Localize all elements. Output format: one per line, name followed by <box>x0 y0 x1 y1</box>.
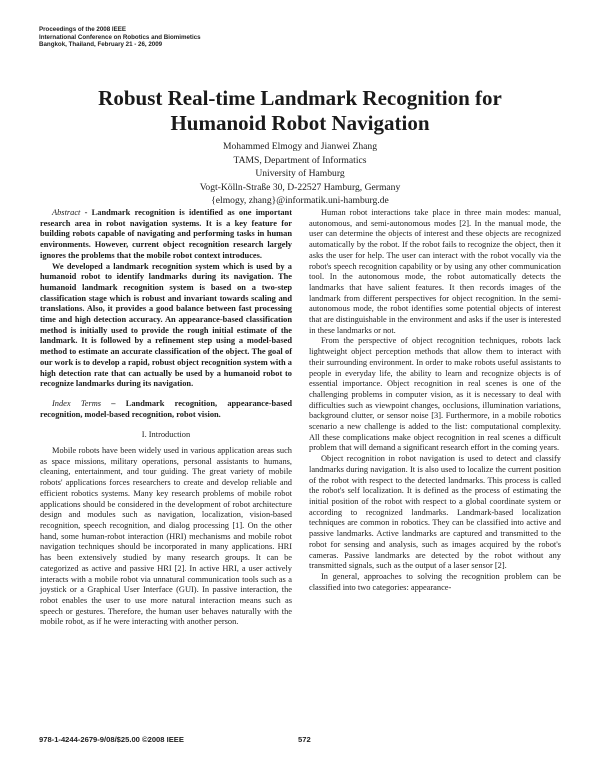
author-block <box>0 140 600 208</box>
abstract-paragraph <box>40 208 292 262</box>
body-paragraph-2: From the perspective of object recognition techniques, robots lack lightweight object perception methods that allow them to interact with their surrounding environment. In order to make robots useful assistants to people in everyday life, the ability to learn and recognize objects is of essential importance. Object recognition in real scenes is one of the challenging problems in computer vision, as it is necessary to deal with difficulties such as viewpoint changes, occlusions, illumination variations, background clutter, or sensor noise [3]. Furthermore, in a mobile robotics scenario a new challenge is added to the list: computational complexity. All these complications make object recognition in real scenes a difficult problem that will demand a significant research effort in the coming years. <box>309 336 561 453</box>
author-email: {elmogy, zhang}@informatik.uni-hamburg.de <box>211 195 389 206</box>
author-university: University of Hamburg <box>255 168 345 179</box>
page-number: 572 <box>298 735 311 744</box>
abstract-paragraph-2: We developed a landmark recognition system which is used by a humanoid robot to identify landmarks during its navigation. The humanoid landmark recognition system is based on a two-step classification stage which is robust and invariant towards scaling and translations. Also, it provides a good balance between fast processing time and high detection accuracy. An appearance-based classification method is initially used to provide the rough initial estimate of the landmark. It is followed by a refinement step using a model-based method to estimate an accurate classification of the object. The goal of our work is to develop a rapid, robust object recognition system with a high detection rate that can actually be used by a humanoid robot to recognize landmarks during its navigation. <box>40 261 292 389</box>
index-terms <box>40 399 292 420</box>
author-names: Mohammed Elmogy and Jianwei Zhang <box>222 141 377 152</box>
left-column <box>40 208 292 628</box>
title-line: Robust Real-time Landmark Recognition for <box>98 86 502 110</box>
index-terms-text: – Landmark recognition, appearance-based recognition, model-based recognition, robot vision. <box>40 398 293 419</box>
header-line: International Conference on Robotics and Biomimetics <box>39 33 201 41</box>
section-heading-introduction: I. Introduction <box>141 430 191 440</box>
body-paragraph-4: In general, approaches to solving the recognition problem can be classified into two categories: appearance- <box>309 571 561 592</box>
abstract-label: Abstract <box>52 208 81 217</box>
intro-paragraph: Mobile robots have been widely used in various application areas such as space missions, military operations, personal assistants to humans, cleaning, entertainment, and tour guiding. The great variety of mobile robots' applications forces researchers to create and develop reliable and efficient robotics systems. Many key research problems of mobile robot applications should be considered in the development of robot architecture design and modules such as navigation, localization, vision-based recognition, speech recognition, and dialog processing [1]. On the other hand, some human-robot interaction (HRI) mechanisms and mobile robot navigation techniques should be incorporated in many applications. HRI has been extensively studied by many research groups. It can be categorized as active and passive HRI [2]. In active HRI, a user actively interacts with a mobile robot via unnatural communication tools such as a joystick or a Graphical User Interface (GUI). In passive interaction, the robot enables the user to use more natural interaction means such as speech or gestures. Therefore, the human user behaves naturally with the mobile robot, as if he were interacting with another person. <box>40 446 292 627</box>
index-terms-label: Index Terms <box>52 398 102 408</box>
author-department: TAMS, Department of Informatics <box>233 154 367 166</box>
abstract-text: - Landmark recognition is identified as one important research area in robot navigation systems. It is a key feature for building robots capable of navigating and performing tasks in human environments. However, current object recognition research largely ignores the problems that the mobile robot context introduces. <box>40 208 292 260</box>
right-column <box>309 208 561 593</box>
body-paragraph-1: Human robot interactions take place in three main modes: manual, autonomous, and semi-autonomous modes [2]. In the manual mode, the user can determine the objects of interest and these objects are recognized automatically by the robot. If the robot fails to recognize the object, then it asks the user for help. The user can interact with the robot vocally via the robot's speech recognition capability or by using any other communication tool. In the autonomous mode, the robot automatically detects the landmarks that have salient features. It then records images of the landmark from different perspectives for object recognition. In the semi-autonomous mode, the robot identifies some potential objects of interest that are distinguishable in the environment and asks if the user is interested in these landmarks or not. <box>309 208 561 335</box>
body-paragraph-3: Object recognition in robot navigation is used to detect and classify landmarks during navigation. It is also used to localize the current position of the robot with respect to the detected landmarks. This process is called the robot's self localization. It is defined as the process of estimating the initial position of the robot with respect to a global coordinate system or according to recognized landmarks. Landmark-based localization techniques are common in robotics. They can be classified into active and passive landmarks. Active landmarks are captured and transmitted to the robot for sensing and analysis, such as images acquired by the robot's cameras. Passive landmarks are detected by the robot without any transmitted signals, such as the output of a laser sensor [2]. <box>309 454 561 571</box>
title-line: Humanoid Robot Navigation <box>170 111 430 135</box>
footer-isbn: 978-1-4244-2679-9/08/$25.00 ©2008 IEEE <box>39 735 184 744</box>
header-line: Proceedings of the 2008 IEEE <box>39 26 126 33</box>
paper-title <box>0 86 600 136</box>
author-address: Vogt-Kölln-Straße 30, D-22527 Hamburg, Germany <box>199 181 401 193</box>
proceedings-header <box>39 26 339 49</box>
header-line: Bangkok, Thailand, February 21 - 26, 2009 <box>39 41 163 49</box>
